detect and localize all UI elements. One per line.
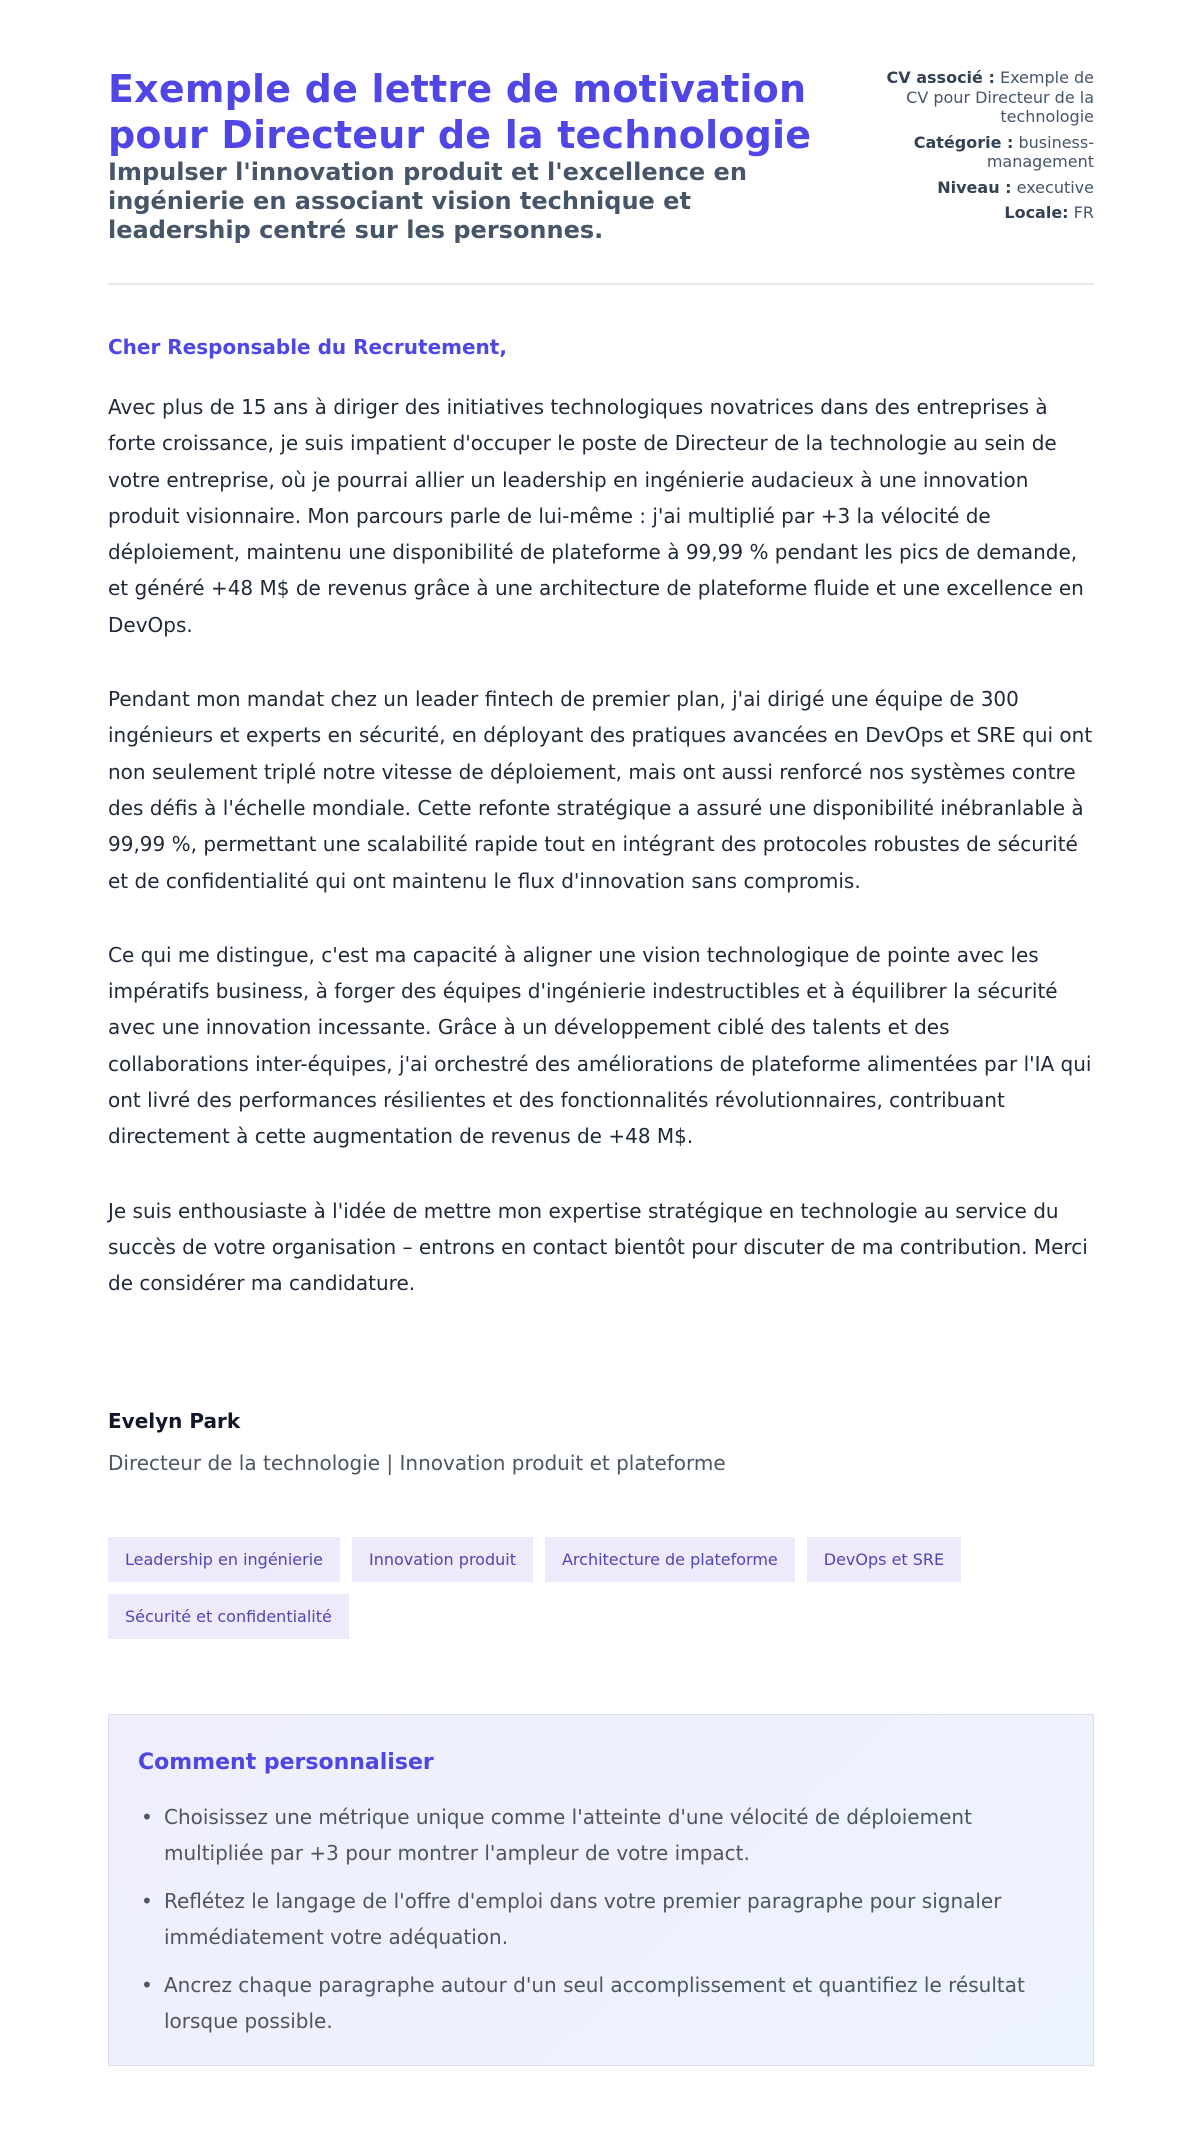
meta-level-value: executive — [1016, 177, 1094, 197]
meta-related-cv — [884, 68, 1094, 127]
bullet-icon: • — [141, 1805, 153, 1829]
metadata-panel — [884, 68, 1094, 229]
letter-paragraph-2: Pendant mon mandat chez un leader fintech de premier plan, j'ai dirigé une équipe de 300 ingénieurs et experts en sécurité, en déployant des pratiques avancées en DevOps et SRE qui ont non seulement triplé notre vitesse de déploiement, mais ont aussi renforcé nos systèmes contre des défis à l'échelle mondiale. Cette refonte stratégique a assuré une disponibilité inébranlable à 99,99 %, permettant une scalabilité rapide tout en intégrant des protocoles robustes de sécurité et de confidentialité qui ont maintenu le flux d'innovation sans compromis. — [108, 687, 1093, 893]
tips-title: Comment personnaliser — [138, 1750, 434, 1775]
meta-level — [884, 178, 1094, 198]
bullet-icon: • — [141, 1889, 153, 1913]
tips-item-text: Ancrez chaque paragraphe autour d'un seul accomplissement et quantifiez le résultat lorsque possible. — [164, 1973, 1025, 2033]
meta-locale — [884, 203, 1094, 223]
header-divider — [108, 283, 1094, 285]
meta-related-cv-value: Exemple de CV pour Directeur de la technologie — [906, 68, 1094, 126]
meta-category — [884, 133, 1094, 172]
skill-tag: Innovation produit — [352, 1537, 533, 1582]
tips-list-item — [138, 1799, 1064, 1871]
page-subtitle: Impulser l'innovation produit et l'excellence en ingénierie en associant vision technique et leadership centré sur les personnes. — [108, 158, 747, 244]
title-block — [108, 66, 868, 245]
meta-level-label: Niveau : — [937, 177, 1012, 197]
tips-item-text: Reflétez le langage de l'offre d'emploi dans votre premier paragraphe pour signaler immédiatement votre adéquation. — [164, 1889, 1002, 1949]
skill-tags — [108, 1537, 1094, 1639]
tips-list — [138, 1799, 1064, 2039]
meta-related-cv-label: CV associé : — [886, 68, 995, 87]
page-header — [108, 66, 1094, 266]
meta-category-value: business-management — [986, 132, 1094, 171]
letter-greeting: Cher Responsable du Recrutement, — [108, 335, 507, 359]
letter-paragraph-4: Je suis enthousiaste à l'idée de mettre mon expertise stratégique en technologie au service du succès de votre organisation – entrons en contact bientôt pour discuter de ma contribution. Merci de considérer ma candidature. — [108, 1198, 1088, 1296]
meta-locale-value: FR — [1073, 203, 1094, 222]
bullet-icon: • — [141, 1973, 153, 1997]
skill-tag: DevOps et SRE — [807, 1537, 961, 1582]
meta-category-label: Catégorie : — [913, 132, 1014, 152]
meta-locale-label: Locale: — [1004, 203, 1069, 222]
signature-role: Directeur de la technologie | Innovation produit et plateforme — [108, 1451, 726, 1475]
tips-list-item — [138, 1883, 1064, 1955]
customization-tips-box — [108, 1714, 1094, 2066]
letter-paragraph-1: Avec plus de 15 ans à diriger des initiatives technologiques novatrices dans des entreprises à forte croissance, je suis impatient d'occuper le poste de Directeur de la technologie au sein de votre entreprise, où je pourrai allier un leadership en ingénierie audacieux à une innovation produit visionnaire. Mon parcours parle de lui-même : j'ai multiplié par +3 la vélocité de déploiement, maintenu une disponibilité de plateforme à 99,99 % pendant les pics de demande, et généré +48 M$ de revenus grâce à une architecture de plateforme fluide et une excellence en DevOps. — [108, 395, 1084, 637]
tips-item-text: Choisissez une métrique unique comme l'atteinte d'une vélocité de déploiement multipliée par +3 pour montrer l'ampleur de votre impact. — [164, 1805, 972, 1865]
skill-tag: Architecture de plateforme — [545, 1537, 795, 1582]
page-title: Exemple de lettre de motivation pour Directeur de la technologie — [108, 67, 812, 157]
signature-block — [108, 1407, 726, 1477]
skill-tag: Sécurité et confidentialité — [108, 1594, 349, 1639]
letter-body — [108, 389, 1094, 1340]
signature-name: Evelyn Park — [108, 1409, 241, 1433]
skill-tag: Leadership en ingénierie — [108, 1537, 340, 1582]
letter-paragraph-3: Ce qui me distingue, c'est ma capacité à aligner une vision technologique de pointe avec les impératifs business, à forger des équipes d'ingénierie indestructibles et à équilibrer la sécurité avec une innovation incessante. Grâce à un développement ciblé des talents et des collaborations inter-équipes, j'ai orchestré des améliorations de plateforme alimentées par l'IA qui ont livré des performances résilientes et des fonctionnalités révolutionnaires, contribuant directement à cette augmentation de revenus de +48 M$. — [108, 942, 1092, 1149]
tips-list-item — [138, 1967, 1064, 2039]
